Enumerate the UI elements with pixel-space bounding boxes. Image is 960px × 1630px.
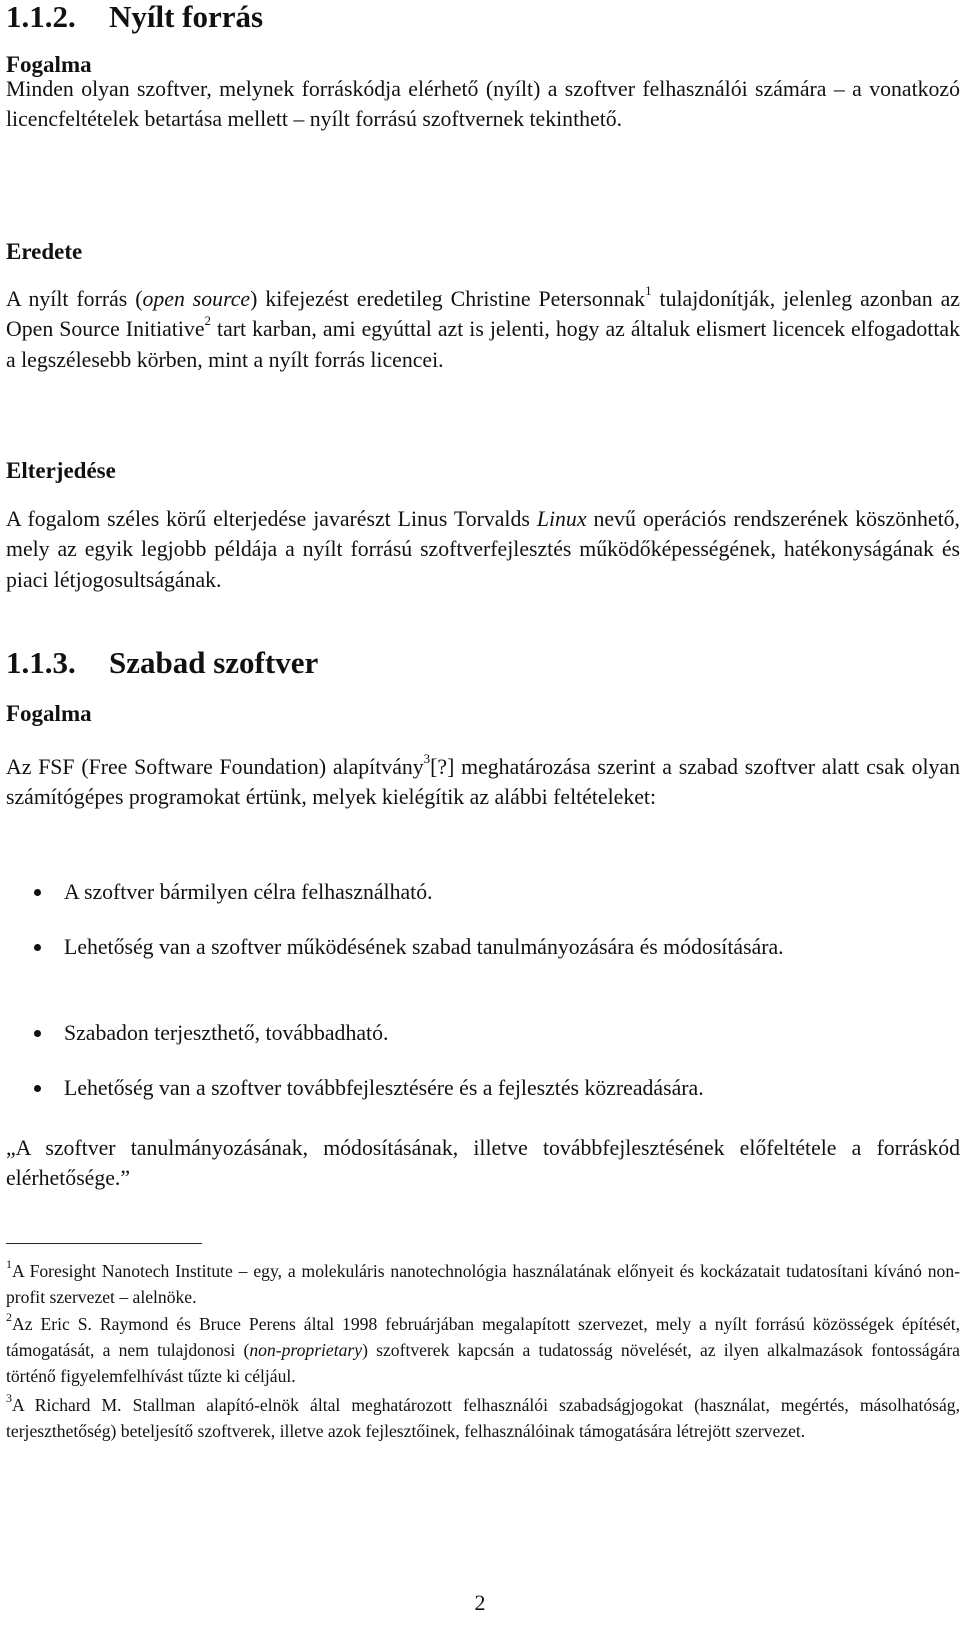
- footnote-3: $^3$A Richard M. Stallman alapító-elnök által meghatározott felhasználói szabadságjogokat (használat, megértés, másolhatóság, terjeszthetőség) beteljesítő szoftverek, illetve azok fejlesztőinek, felhasználóinak támogatására létrejött szervezet.: [6, 1391, 960, 1442]
- footnote-2: $^2$Az Eric S. Raymond és Bruce Perens által 1998 februárjában megalapított szervezet, mely a nyílt forrású közösségek építését, támogatását, a nem tulajdonosi (non-proprietary) szoftverek kapcsán a tudatosság növelését, az ilyen alkalmazások fontosságára történő figyelemfelhívást tűzte ki céljául.: [6, 1310, 960, 1387]
- list-item: Lehetőség van a szoftver működésének szabad tanulmányozására és módosítására.: [0, 932, 960, 962]
- footnote-ref-1[interactable]: 1: [645, 282, 652, 298]
- paragraph-fogalma: Minden olyan szoftver, melynek forráskódja elérhető (nyílt) a szoftver felhasználói számára – a vonatkozó licencfeltételek betartása mellett – nyílt forrású szoftvernek tekinthető.: [6, 77, 960, 132]
- subheading-fogalma: Fogalma: [6, 52, 92, 77]
- italic-term-open-source: open source: [142, 287, 251, 311]
- section-heading-open-source: [6, 0, 960, 34]
- bullet-icon: [34, 944, 41, 951]
- list-item: A szoftver bármilyen célra felhasználható.: [0, 877, 960, 907]
- subheading-fogalma-2: Fogalma: [6, 701, 92, 726]
- paragraph-elterjedese: A fogalom széles körű elterjedése javarészt Linus Torvalds Linux nevű operációs rendszerének köszönhető, mely az egyik legjobb példája a nyílt forrású szoftverfejlesztés működőképességének, hatékonyságának és piaci létjogosultságának.: [6, 507, 960, 592]
- bullet-icon: [34, 1030, 41, 1037]
- footnote-1: $^1$A Foresight Nanotech Institute – egy, a molekuláris nanotechnológia használatának előnyeit és kockázatait tudatosítani kívánó non-profit szervezet – alelnöke.: [6, 1257, 960, 1308]
- paragraph-eredete: A nyílt forrás (open source) kifejezést eredetileg Christine Petersonnak$^1$ tulajdonítják, jelenleg azonban az Open Source Initiative$^2$ tart karban, ami egyúttal azt is jelenti, hogy az általuk elismert licencek elfogadottak a legszélesebb körben, mint a nyílt forrás licencei.: [6, 282, 960, 372]
- section-number: 1.1.3.: [6, 645, 76, 680]
- italic-term-linux: Linux: [536, 507, 587, 531]
- bullet-icon: [34, 889, 41, 896]
- section-heading-free-software: [6, 646, 960, 680]
- subheading-eredete: Eredete: [6, 239, 83, 264]
- section-number: 1.1.2.: [6, 0, 76, 34]
- section-title: Szabad szoftver: [109, 645, 319, 680]
- paragraph-fsf-definition: Az FSF (Free Software Foundation) alapítvány$^3$[?] meghatározása szerint a szabad szoftver alatt csak olyan számítógépes programokat értünk, melyek kielégítik az alábbi feltételeket:: [6, 750, 960, 810]
- footnote-mark-3: 3: [6, 1391, 12, 1406]
- bullet-icon: [34, 1085, 41, 1092]
- section-title: Nyílt forrás: [109, 0, 264, 34]
- footnote-separator: [6, 1243, 202, 1244]
- subheading-elterjedese: Elterjedése: [6, 458, 116, 483]
- footnote-ref-3[interactable]: 3: [423, 750, 431, 766]
- footnote-ref-2[interactable]: 2: [204, 313, 211, 329]
- footnote-mark-2: 2: [6, 1310, 12, 1325]
- quote-paragraph: „A szoftver tanulmányozásának, módosításának, illetve továbbfejlesztésének előfeltétele a forráskód elérhetősége.”: [6, 1136, 960, 1191]
- footnote-mark-1: 1: [6, 1257, 12, 1272]
- list-item: Szabadon terjeszthető, továbbadható.: [0, 1018, 960, 1048]
- page-number: 2: [474, 1590, 486, 1615]
- italic-term-non-proprietary: non-proprietary: [249, 1340, 363, 1361]
- list-item: Lehetőség van a szoftver továbbfejlesztésére és a fejlesztés közreadására.: [0, 1073, 960, 1103]
